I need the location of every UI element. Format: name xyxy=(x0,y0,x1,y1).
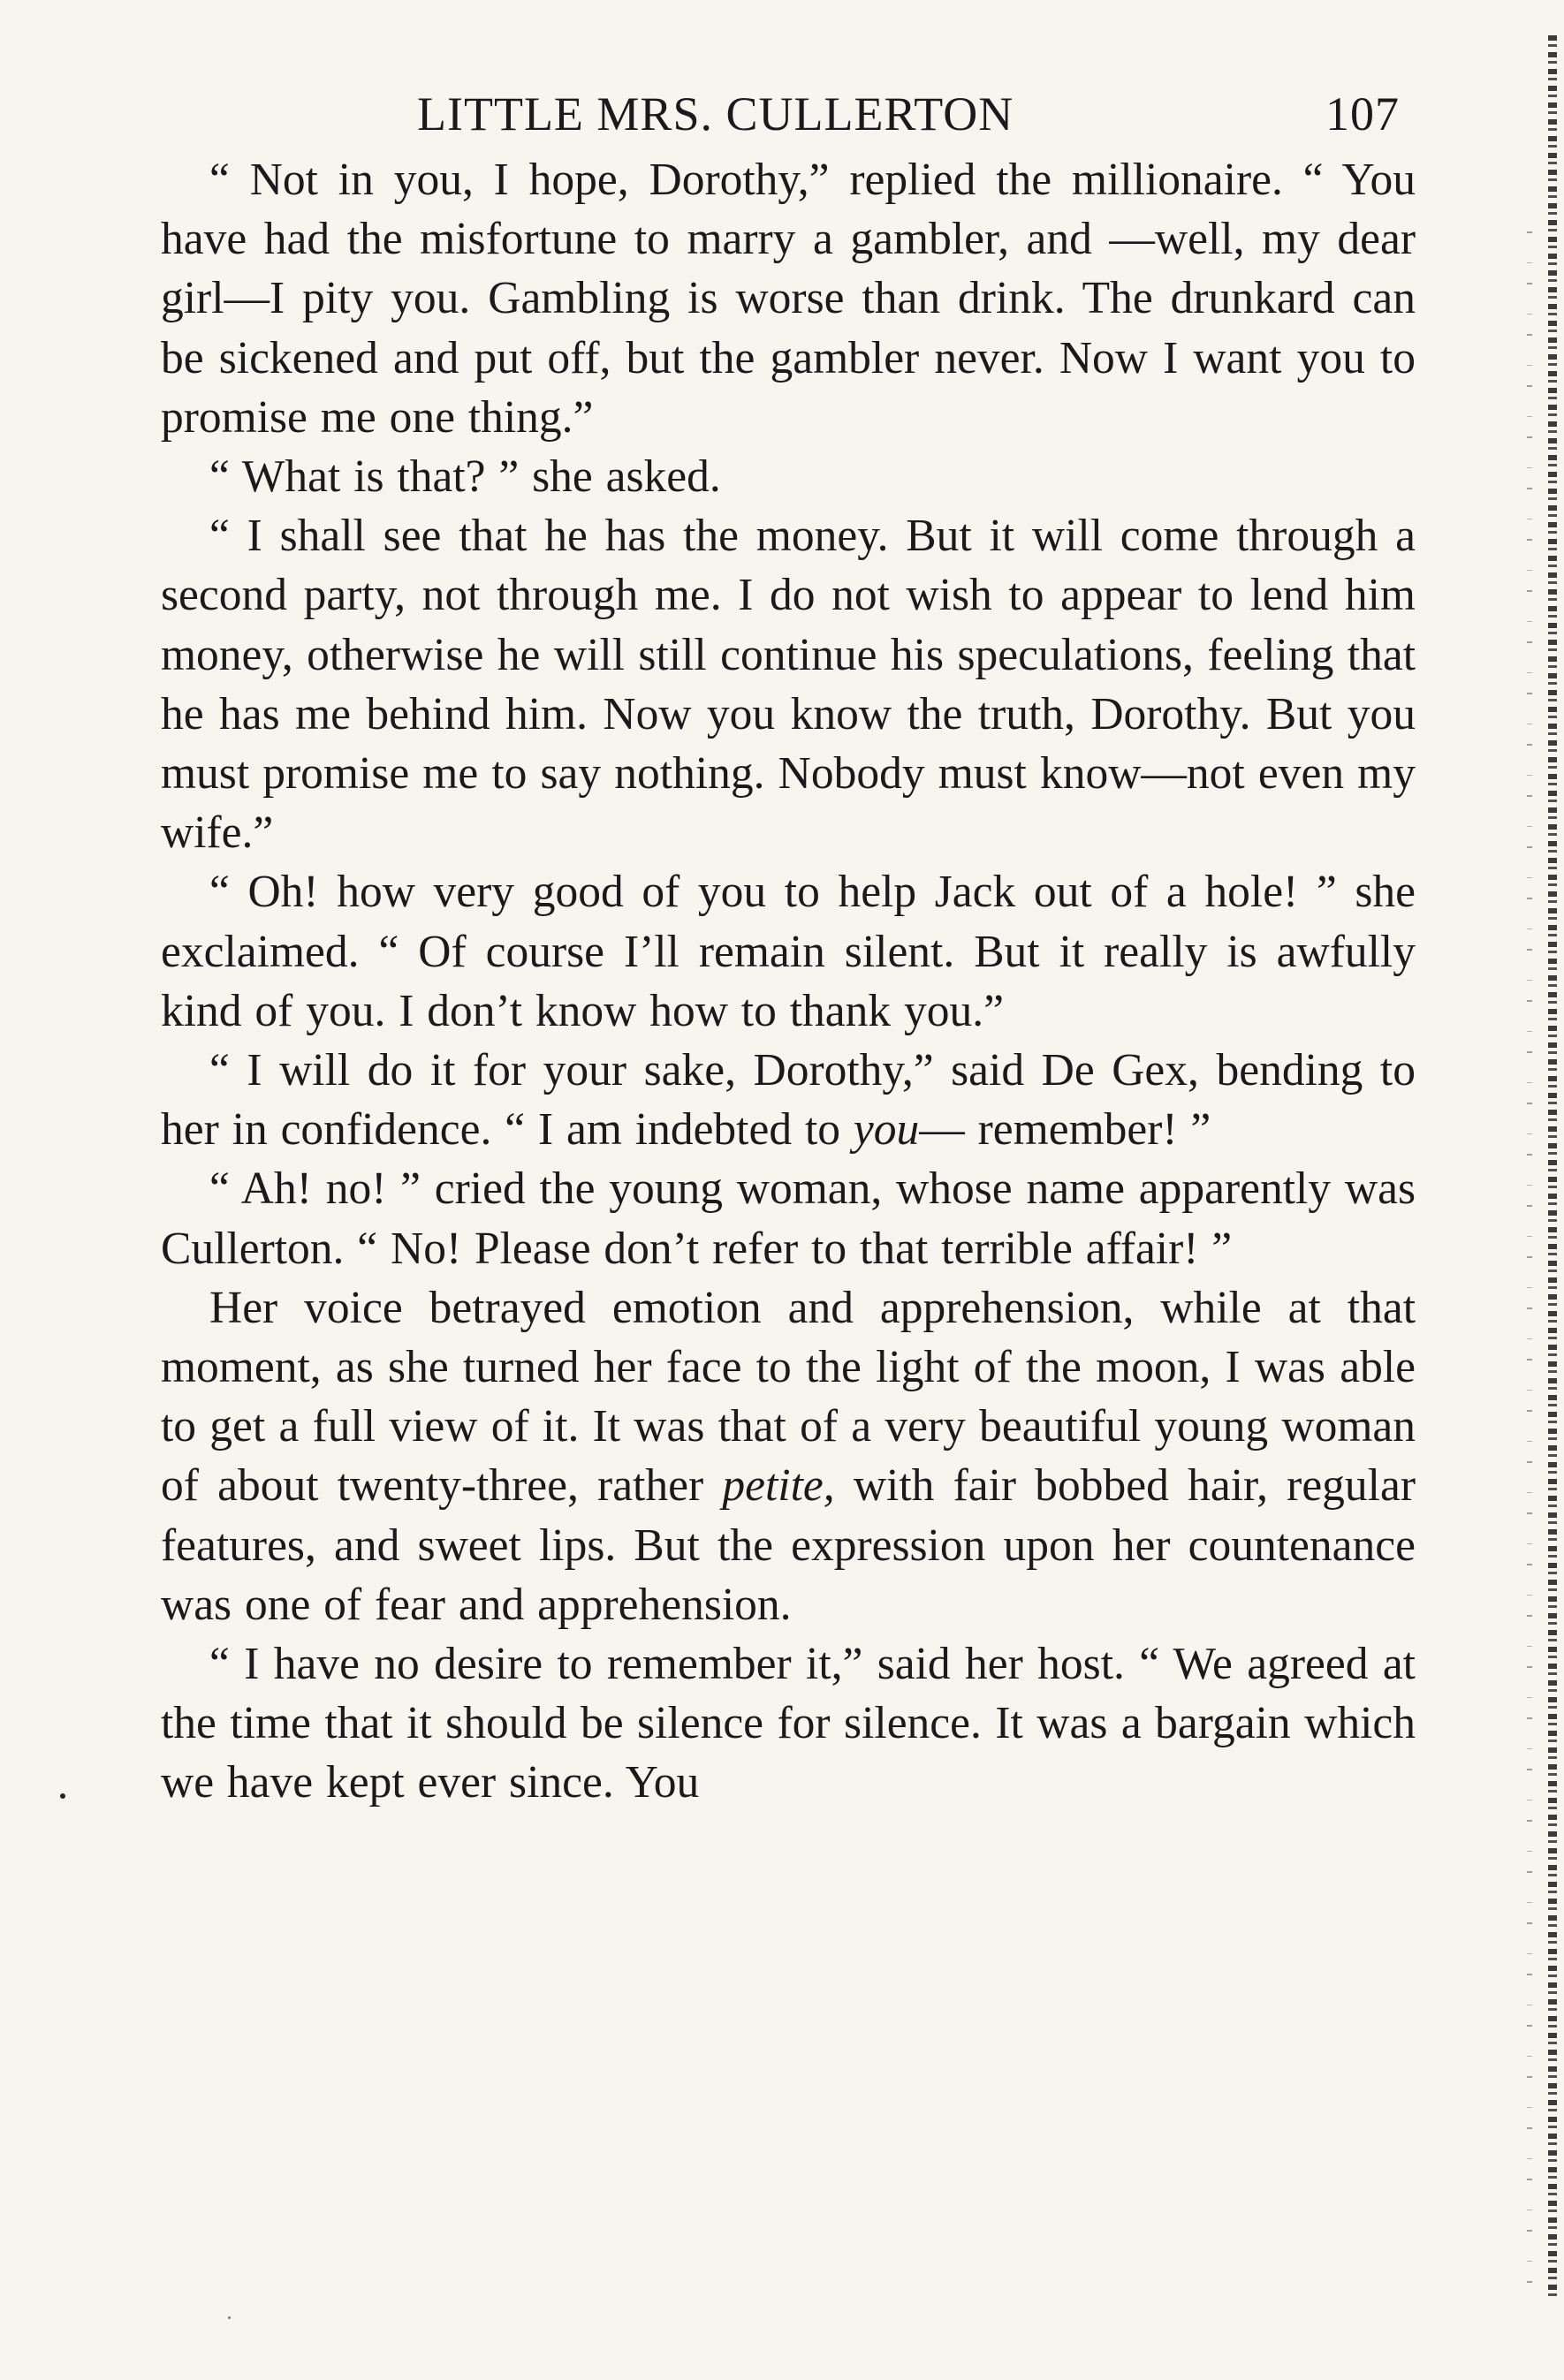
paragraph-text: “ I shall see that he has the money. But it will come through a second party, not through me. I do not wish to appear to lend him money, otherwise he will still continue his speculations, feeling that he has me behind him. Now you know the truth, Dorothy. But you must promise me to say nothing. Nobody must know—not even my wife.” xyxy=(161,511,1416,859)
emphasized-word: you xyxy=(853,1104,920,1156)
paragraph xyxy=(161,1634,1416,1813)
text-block xyxy=(161,80,1416,1813)
stray-ink-dot xyxy=(60,1793,65,1799)
stray-ink-dot xyxy=(228,2316,231,2319)
running-head xyxy=(161,80,1416,150)
paragraph-text: — remember! ” xyxy=(919,1104,1211,1156)
paragraph xyxy=(161,150,1416,447)
running-title: LITTLE MRS. CULLERTON xyxy=(417,87,1014,140)
paragraph xyxy=(161,1159,1416,1277)
paragraph-text: “ Ah! no! ” cried the young woman, whose name apparently was Cullerton. “ No! Please don’t refer to that terrible affair! ” xyxy=(161,1163,1416,1274)
paragraph-text: “ What is that? ” she asked. xyxy=(209,451,721,503)
page-edge-speckle xyxy=(1527,212,1532,2297)
page-number: 107 xyxy=(1325,87,1400,140)
paragraph xyxy=(161,1041,1416,1159)
paragraph xyxy=(161,506,1416,862)
emphasized-word: petite, xyxy=(722,1460,835,1512)
paragraph-text: “ Oh! how very good of you to help Jack out of a hole! ” she exclaimed. “ Of course I’ll remain silent. But it really is awfully kind of you. I don’t know how to thank you.” xyxy=(161,867,1416,1036)
paragraph-text: “ I have no desire to remember it,” said her host. “ We agreed at the time that it should be silence for silence. It was a bargain which we have kept ever since. You xyxy=(161,1639,1416,1808)
page-edge-binding xyxy=(1548,35,1557,2297)
paragraph xyxy=(161,1278,1416,1634)
paragraph-text: “ Not in you, I hope, Dorothy,” replied the millionaire. “ You have had the misfortune to marry a gambler, and —well, my dear girl—I pity you. Gambling is worse than drink. The drunkard can be sickened and put off, but the gambler never. Now I want you to promise me one thing.” xyxy=(161,155,1416,443)
paragraph-text: Her voice betrayed emotion and apprehension, while at that moment, as she turned her face to the light of the moon, I was able to get a full view of it. It was that of a very beautiful young woman of about twenty-three, rather xyxy=(161,1282,1416,1512)
paragraph-text: “ I will do it for your sake, Dorothy,” said De Gex, bending to her in confidence. “ I am indebted to xyxy=(161,1045,1416,1156)
paragraph xyxy=(161,447,1416,506)
paragraph xyxy=(161,862,1416,1041)
paragraph-text: with fair bobbed hair, regular features, and sweet lips. But the expression upon her countenance was one of fear and apprehension. xyxy=(161,1460,1416,1630)
